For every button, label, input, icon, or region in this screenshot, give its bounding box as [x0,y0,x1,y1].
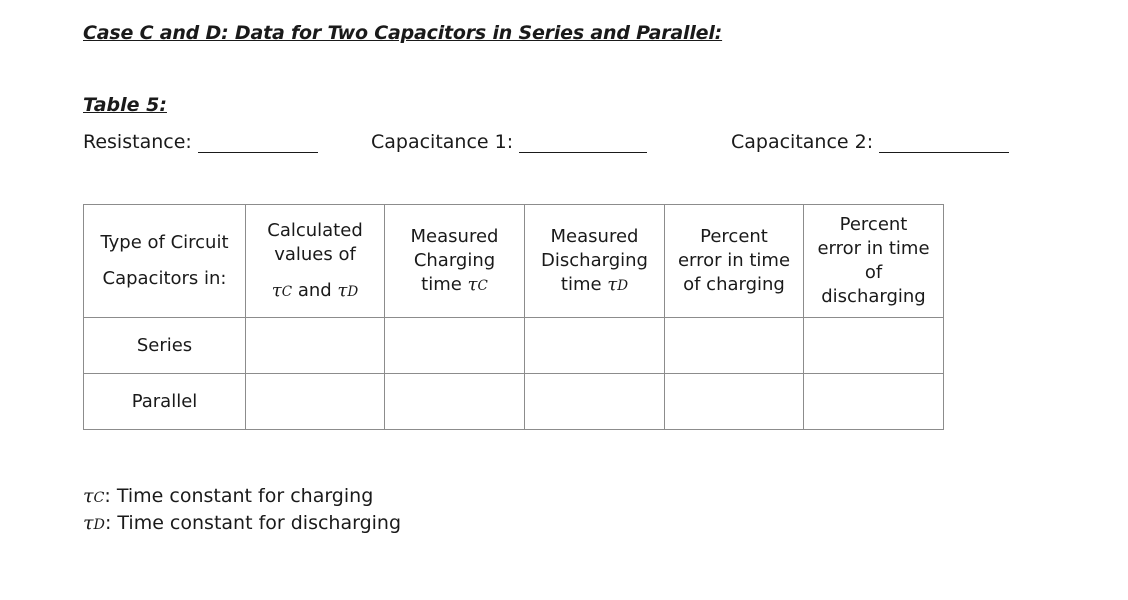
cell-percent-error-discharging[interactable] [804,374,944,430]
header-text: Discharging [541,249,648,271]
header-text: of [864,262,883,283]
capacitance1-label: Capacitance 1: [371,131,514,153]
header-text: Percent [700,226,768,247]
subscript-c: C [477,277,488,294]
header-text: values of [274,243,356,265]
capacitance1-blank[interactable] [519,134,647,153]
cell-calculated[interactable] [246,318,385,374]
header-text: Calculated [267,219,363,241]
header-text: Charging [413,249,496,271]
subscript-d: D [617,277,629,294]
subscript-d: D [93,517,105,533]
tau-symbol: τ [337,279,348,301]
data-table [83,204,944,430]
capacitance2-label: Capacitance 2: [731,131,874,153]
legend-discharging [83,511,401,538]
resistance-field [83,131,318,153]
cell-measured-charging[interactable] [385,318,525,374]
cell-percent-error-discharging[interactable] [804,318,944,374]
cell-measured-discharging[interactable] [525,374,665,430]
capacitance1-field [371,131,647,153]
header-text: of charging [683,274,785,295]
tau-symbol: τ [607,273,618,295]
header-circuit-type [84,205,246,318]
header-measured-charging [385,205,525,318]
page-heading: Case C and D: Data for Two Capacitors in Series and Parallel: [83,22,723,44]
table-row-series [84,318,944,374]
subscript-d: D [347,283,359,300]
cell-percent-error-charging[interactable] [665,318,804,374]
header-row [84,205,944,318]
tau-symbol: τ [83,485,94,507]
table-row-parallel [84,374,944,430]
table-label: Table 5: [83,94,167,116]
legend-text: : Time constant for discharging [104,512,402,534]
cell-calculated[interactable] [246,374,385,430]
header-text: error in time [817,238,930,259]
header-text: Percent [839,214,908,235]
cell-percent-error-charging[interactable] [665,374,804,430]
subscript-c: C [93,490,105,506]
capacitance2-field [731,131,1009,153]
legend-charging [83,484,401,511]
header-text: time [421,273,462,295]
header-calculated [246,205,385,318]
header-text: discharging [821,286,926,307]
header-text: Type of Circuit [100,232,229,253]
header-measured-discharging [525,205,665,318]
header-text: time [560,273,602,295]
subscript-c: C [281,283,293,300]
capacitance2-blank[interactable] [879,134,1009,153]
resistance-blank[interactable] [198,134,318,153]
header-text: Measured [550,225,639,247]
tau-symbol: τ [83,512,94,534]
header-text: Capacitors in: [102,268,227,289]
resistance-label: Resistance: [83,131,192,153]
header-text: error in time [677,250,791,271]
legend-text: : Time constant for charging [104,485,374,507]
header-text: and [297,279,332,301]
header-percent-error-discharging [804,205,944,318]
tau-pair [246,279,384,304]
row-label-parallel: Parallel [84,374,246,430]
header-percent-error-charging [665,205,804,318]
tau-symbol: τ [467,273,478,295]
cell-measured-charging[interactable] [385,374,525,430]
header-text: Measured [410,225,499,247]
row-label-series: Series [84,318,246,374]
legend [83,484,401,538]
cell-measured-discharging[interactable] [525,318,665,374]
tau-symbol: τ [271,279,282,301]
